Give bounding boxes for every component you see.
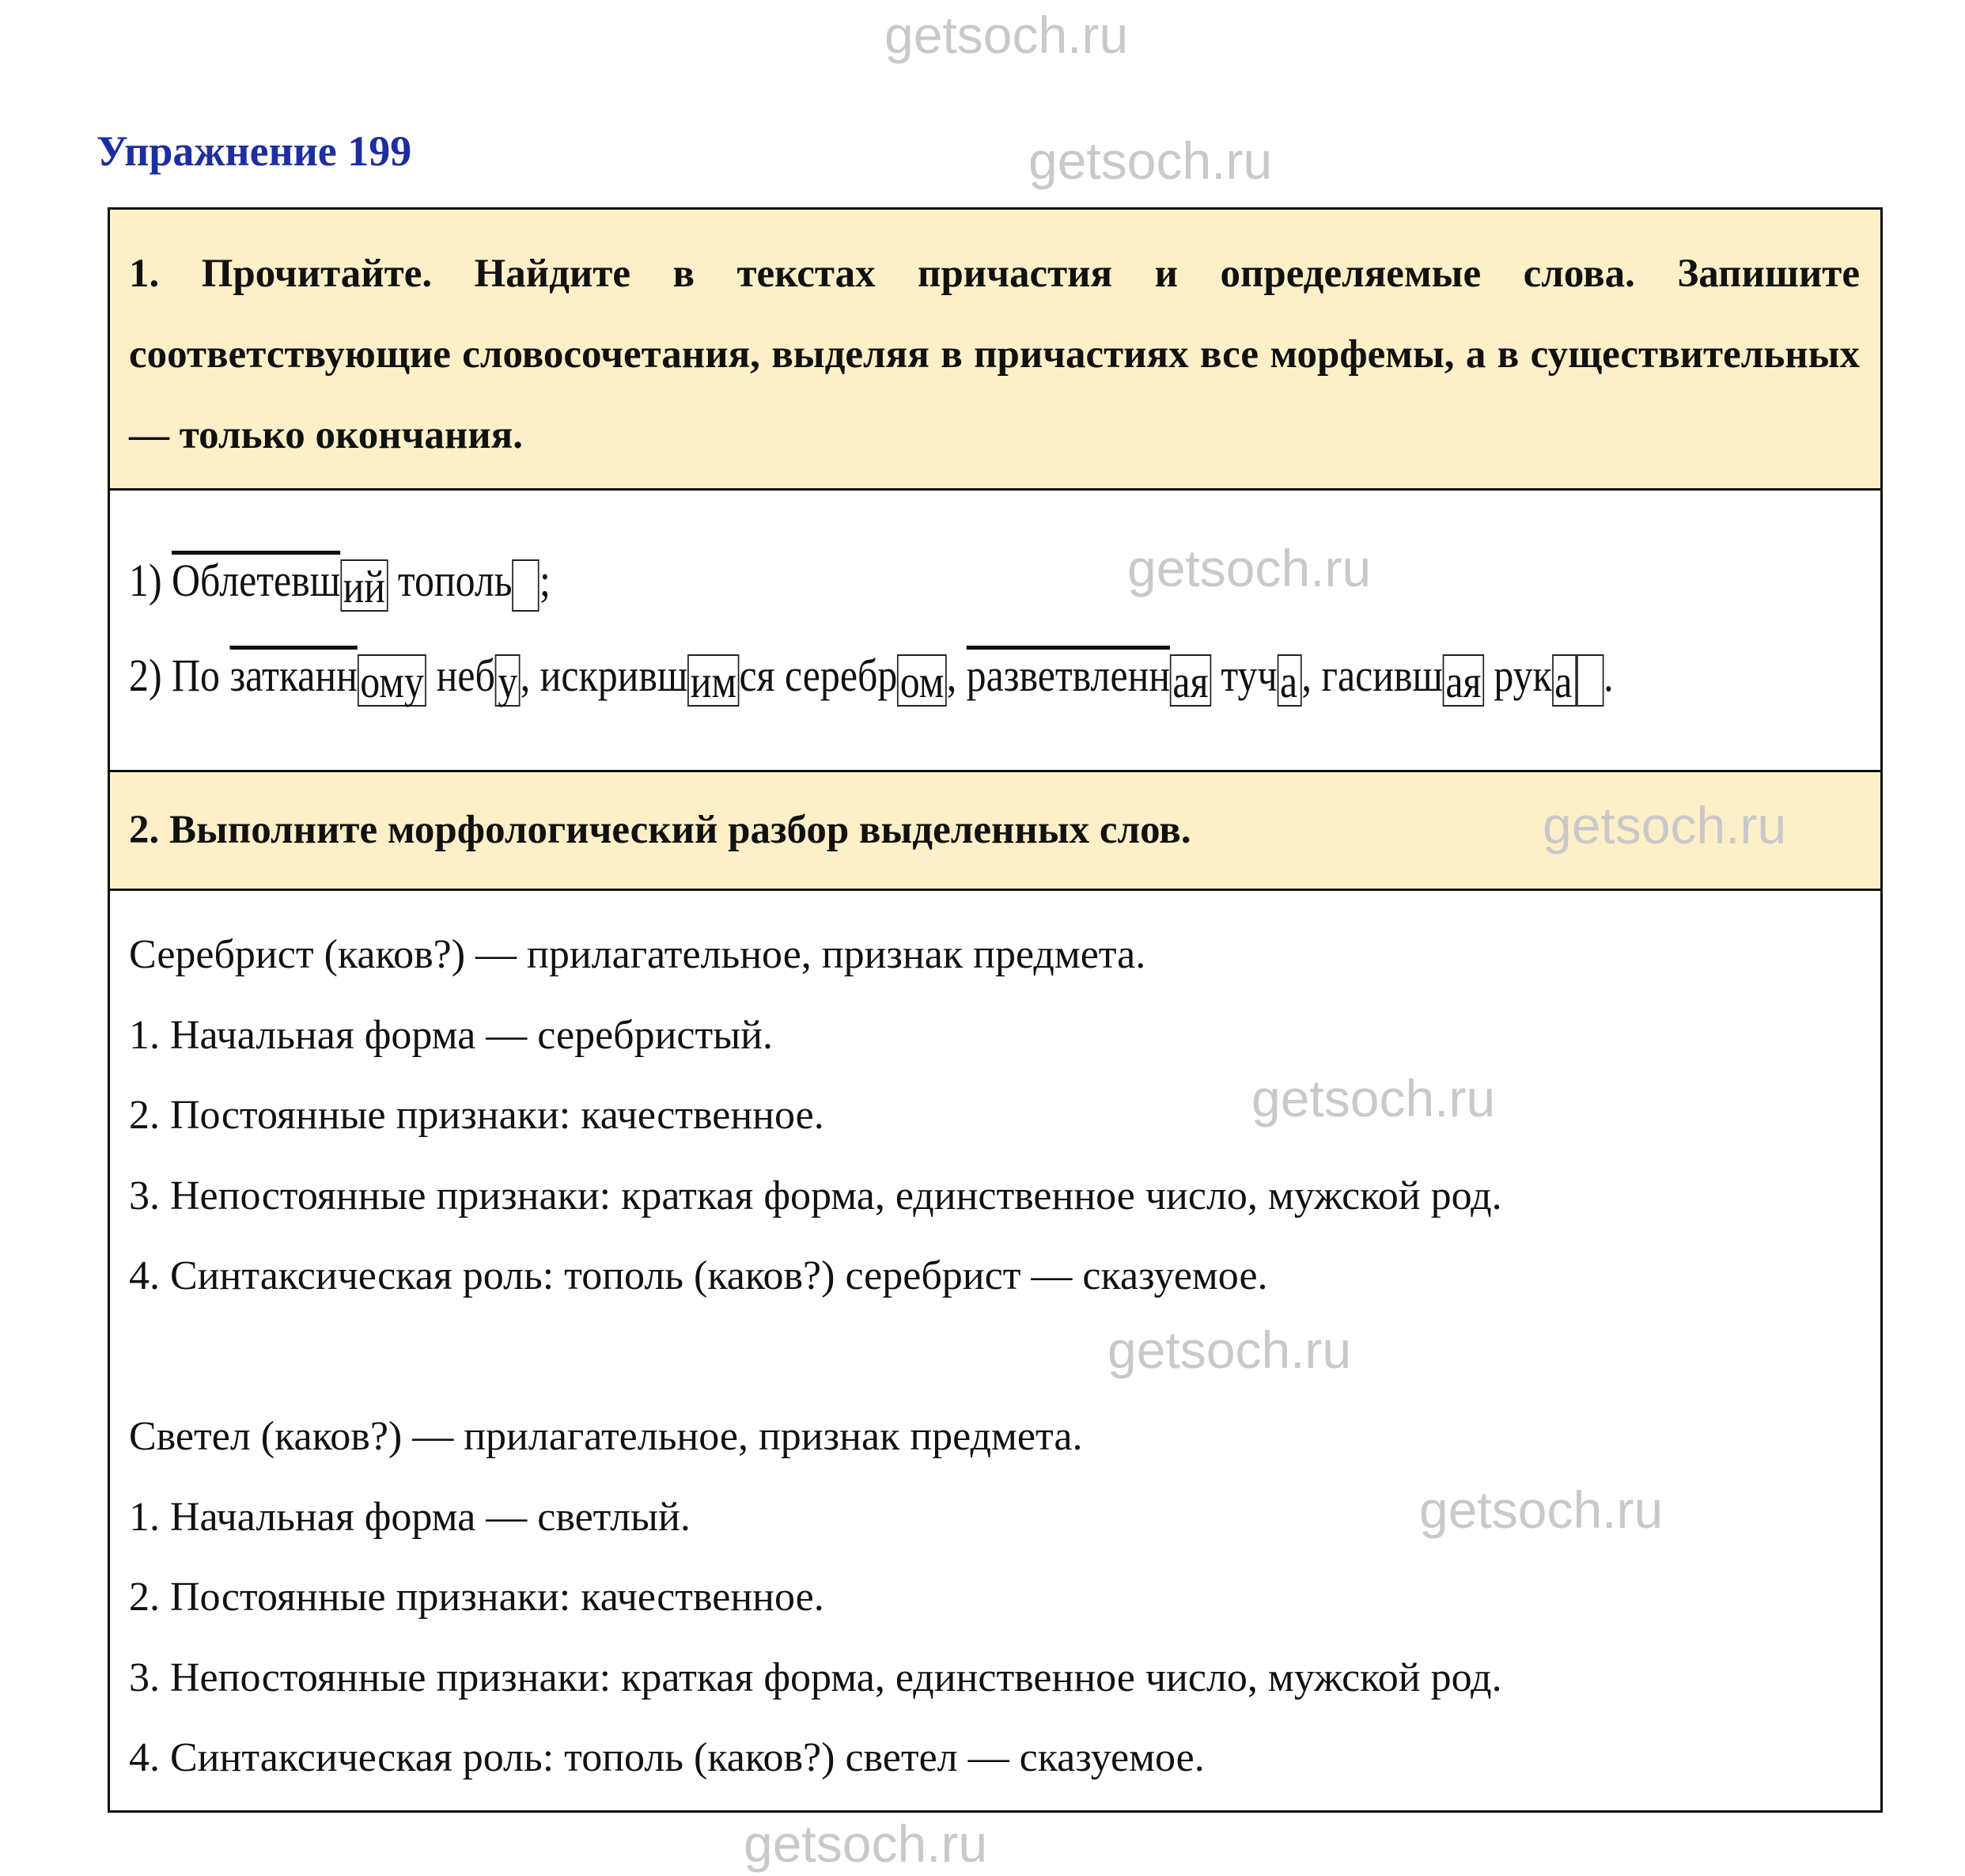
exercise-title: Упражнение 199 <box>97 127 412 175</box>
analysis-line: 2. Постоянные признаки: качественное. <box>129 1093 824 1138</box>
answer-line-2 <box>129 649 1614 707</box>
analysis-line: Серебрист (каков?) — прилагательное, признак предмета. <box>129 932 1146 977</box>
analysis-block <box>129 915 1861 1317</box>
exercise-table <box>108 207 1883 1813</box>
noun: тополь <box>397 555 513 606</box>
participle: разветвленн <box>966 650 1170 701</box>
analysis-line: 3. Непостоянные признаки: краткая форма, единственное число, мужской род. <box>129 1173 1502 1218</box>
ending-box: им <box>687 654 739 707</box>
task-1: 1. Прочитайте. Найдите в текстах причастия и определяемые слова. Запишите соответствующие словосочетания, выделяя в причастиях все морфемы, а в существительных — только окончания. <box>110 210 1880 491</box>
ending-box: ий <box>340 559 388 612</box>
morphological-analysis <box>110 891 1880 1810</box>
analysis-line: Светел (каков?) — прилагательное, признак предмета. <box>129 1414 1083 1459</box>
punct: . <box>1603 650 1614 701</box>
preposition: По <box>172 650 220 701</box>
watermark: getsoch.ru <box>1543 796 1787 855</box>
watermark: getsoch.ru <box>744 1814 988 1873</box>
analysis-block <box>129 1397 1861 1798</box>
watermark: getsoch.ru <box>884 6 1129 64</box>
watermark: getsoch.ru <box>1251 1069 1496 1127</box>
noun: неб <box>436 650 495 701</box>
punct: , <box>946 650 957 701</box>
line-number: 1) <box>129 555 162 606</box>
analysis-line: 4. Синтаксическая роль: тополь (каков?) серебрист — сказуемое. <box>129 1253 1268 1298</box>
ending-box <box>513 559 540 612</box>
analysis-line: 1. Начальная форма — светлый. <box>129 1494 691 1540</box>
participle: затканн <box>229 650 358 701</box>
answer-line-1 <box>129 554 551 612</box>
task-2: 2. Выполните морфологический разбор выделенных слов. <box>110 772 1880 891</box>
analysis-line: 3. Непостоянные признаки: краткая форма, единственное число, мужской род. <box>129 1654 1502 1700</box>
ending-box: ом <box>897 654 946 707</box>
punct: , <box>1301 650 1312 701</box>
ending-box: а <box>1552 654 1577 707</box>
watermark: getsoch.ru <box>1419 1480 1664 1539</box>
participle: искривш <box>540 650 688 701</box>
line-number: 2) <box>129 650 162 701</box>
ending-box: а <box>1278 654 1302 707</box>
morpheme-answer <box>110 491 1880 772</box>
noun: серебр <box>785 650 898 701</box>
noun: туч <box>1221 650 1278 701</box>
watermark: getsoch.ru <box>1028 131 1273 190</box>
watermark: getsoch.ru <box>1127 539 1372 597</box>
noun: рук <box>1494 650 1552 701</box>
analysis-line: 4. Синтаксическая роль: тополь (каков?) светел — сказуемое. <box>129 1735 1205 1780</box>
ending-box: ому <box>358 654 426 707</box>
ending-box <box>1577 654 1603 707</box>
ending-box: ая <box>1170 654 1211 707</box>
punct: ; <box>539 555 551 606</box>
analysis-line: 2. Постоянные признаки: качественное. <box>129 1575 824 1620</box>
analysis-line: 1. Начальная форма — серебристый. <box>129 1012 773 1058</box>
participle: гасивш <box>1321 650 1443 701</box>
ending-box: ая <box>1443 654 1484 707</box>
postfix: ся <box>739 650 775 701</box>
ending-box: у <box>495 654 521 707</box>
watermark: getsoch.ru <box>1107 1321 1352 1379</box>
participle: Облетевш <box>172 555 341 606</box>
punct: , <box>520 650 531 701</box>
